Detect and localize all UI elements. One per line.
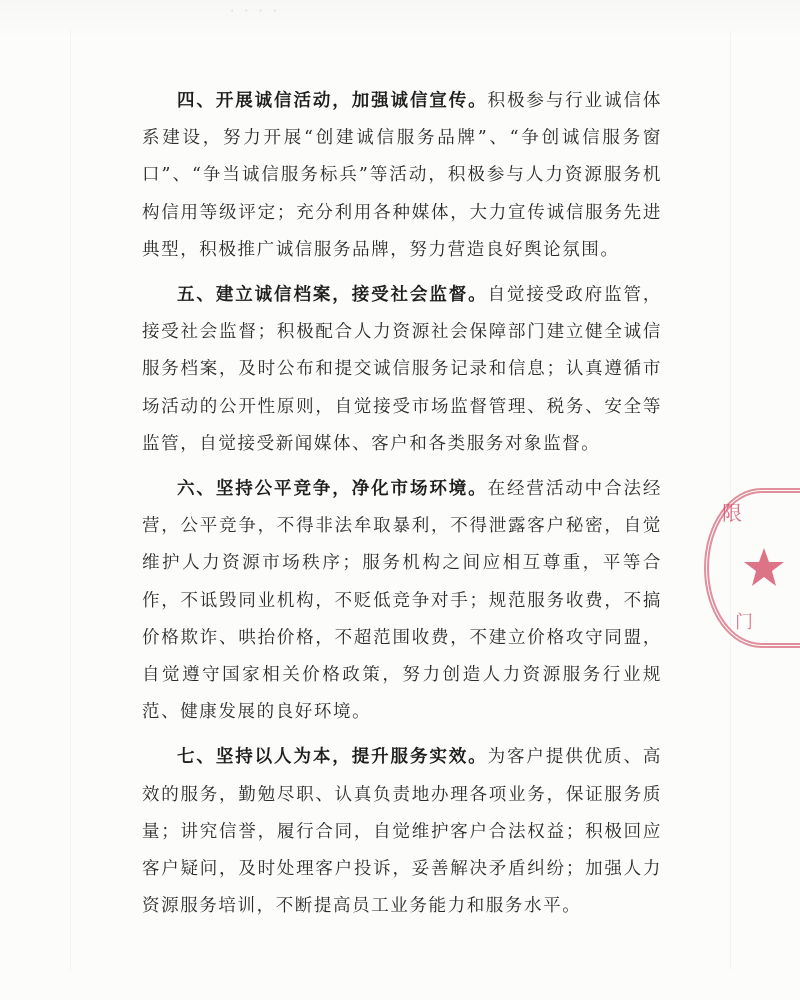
paragraph-item-4	[142, 83, 662, 269]
paragraph-item-5	[142, 277, 662, 463]
paragraph-body: 为客户提供优质、高效的服务，勤勉尽职、认真负责地办理各项业务，保证服务质量；讲究信誉，履行合同，自觉维护客户合法权益；积极回应客户疑问，及时处理客户投诉，妥善解决矛盾纠纷；加强人力资源服务培训，不断提高员工业务能力和服务水平。	[142, 747, 662, 917]
document-body	[142, 83, 662, 933]
paragraph-body: 积极参与行业诚信体系建设，努力开展“创建诚信服务品牌”、“争创诚信服务窗口”、“争当诚信服务标兵”等活动，积极参与人力资源服务机构信用等级评定；充分利用各种媒体，大力宣传诚信服务先进典型，积极推广诚信服务品牌，努力营造良好舆论氛围。	[142, 91, 662, 260]
paragraph-body: 自觉接受政府监管，接受社会监督；积极配合人力资源社会保障部门建立健全诚信服务档案，及时公布和提交诚信服务记录和信息；认真遵循市场活动的公开性原则，自觉接受市场监督管理、税务、安全等监管，自觉接受新闻媒体、客户和各类服务对象监督。	[142, 285, 662, 454]
seal-text-bottom: 门	[735, 612, 753, 633]
paragraph-heading: 七、坚持以人为本，提升服务实效。	[177, 747, 488, 768]
paragraph-heading: 四、开展诚信活动，加强诚信宣传。	[177, 91, 488, 111]
paper-grid-line	[70, 30, 71, 970]
seal-star-icon	[742, 546, 786, 590]
paragraph-body: 在经营活动中合法经营，公平竞争，不得非法牟取暴利，不得泄露客户秘密，自觉维护人力资源市场秩序；服务机构之间应相互尊重，平等合作，不诋毁同业机构，不贬低竞争对手；规范服务收费，不搞价格欺诈、哄抬价格，不超范围收费，不建立价格攻守同盟，自觉遵守国家相关价格政策，努力创造人力资源服务行业规范、健康发展的良好环境。	[142, 479, 662, 723]
paragraph-heading: 五、建立诚信档案，接受社会监督。	[177, 285, 488, 306]
paragraph-item-7	[142, 739, 662, 925]
seal-text-top: 限	[722, 501, 742, 525]
bleed-through-text: · · · ·	[230, 4, 280, 19]
paragraph-heading: 六、坚持公平竞争，净化市场环境。	[177, 479, 488, 500]
paragraph-item-6	[142, 471, 662, 731]
